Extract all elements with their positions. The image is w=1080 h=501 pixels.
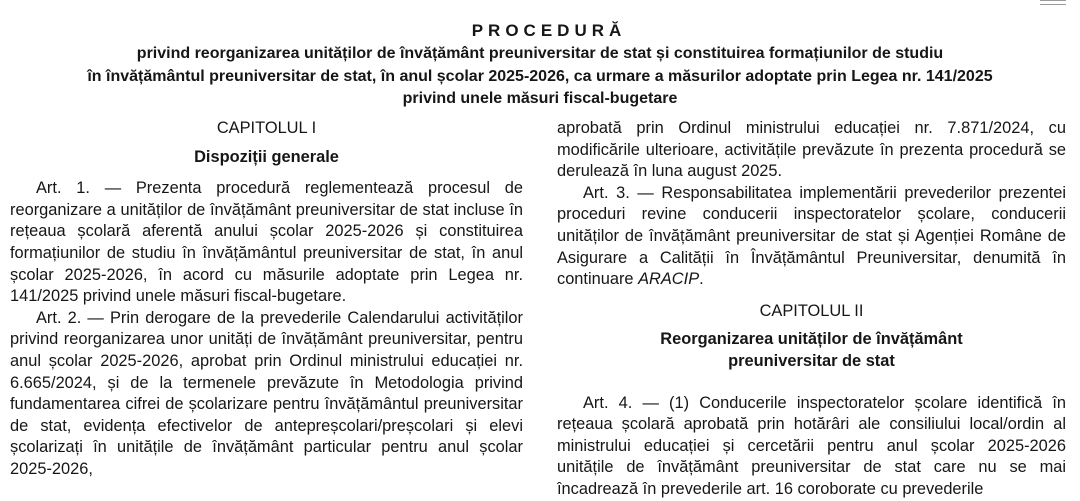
corner-marker [1040,0,1066,5]
article-1: Art. 1. — Prezenta procedură reglementează procesul de reorganizare a unităților de învățământ preuniversitar de stat incluse în rețeaua școlară aferentă anului școlar 2025-2026 și constituirea formațiunilor de studiu în învățământul preuniversitar de stat, în anul școlar 2025-2026, în acord cu măsurile adoptate prin Legea nr. 141/2025 privind unele măsuri fiscal-bugetare. [10,179,523,306]
document-heading [0,20,1080,110]
article-2-part-2: aprobată prin Ordinul ministrului educației nr. 7.871/2024, cu modificările ulterioare, activitățile prevăzute în prezenta procedură se derulează în luna august 2025. [557,119,1066,181]
document-subtitle-line-3: privind unele măsuri fiscal-bugetare [402,90,678,107]
article-3-abbreviation: ARACIP [638,270,700,289]
right-column [557,118,1066,501]
chapter-1-title: Dispoziții generale [194,147,339,166]
left-column [10,118,523,481]
article-3-end: . [699,270,704,289]
article-4: Art. 4. — (1) Conducerile inspectoratelor școlare identifică în rețeaua școlară aprobată prin hotărâri ale consiliului local/ordin al ministrului educației și cercetării pentru anul școlar 2025-2026 unitățile de învățământ preuniversitar de stat care nu se mai încadrează în prevederile art. 16 coroborate cu prevederile [557,393,1066,498]
document-title: PROCEDURĂ [471,21,627,40]
article-3-text: Art. 3. — Responsabilitatea implementării prevederilor prezentei proceduri revine conducerii inspectoratelor școlare, conducerii unităților de învățământ preuniversitar de stat și Agenției Române de Asigurare a Calității în Învățământul Preuniversitar, denumită în continuare [557,183,1066,289]
article-2-part-1: Art. 2. — Prin derogare de la prevederile Calendarului activităților privind reorganizarea unor unități de învățământ preuniversitar, pentru anul școlar 2025-2026, aprobat prin Ordinul ministrului educației nr. 6.665/2024, și de la termenele prevăzute în Metodologia privind fundamentarea cifrei de școlarizare pentru învățământul preuniversitar de stat, evidența efectivelor de antepreșcolari/preșcolari și elevi școlarizați în unitățile de învățământ particular pentru anul școlar 2025-2026, [10,308,523,478]
document-subtitle-line-1: privind reorganizarea unităților de învățământ preuniversitar de stat și constituirea formațiunilor de studiu [136,45,944,62]
chapter-2-title-line-1: Reorganizarea unităților de învățământ [660,330,963,349]
chapter-2-title-line-2: preuniversitar de stat [728,351,895,370]
chapter-1-label: CAPITOLUL I [216,119,317,137]
article-3 [557,183,1066,291]
document-subtitle-line-2: în învățământul preuniversitar de stat, în anul școlar 2025-2026, ca urmare a măsurilor adoptate prin Legea nr. 141/2025 [87,67,993,85]
chapter-2-label: CAPITOLUL II [759,301,864,320]
